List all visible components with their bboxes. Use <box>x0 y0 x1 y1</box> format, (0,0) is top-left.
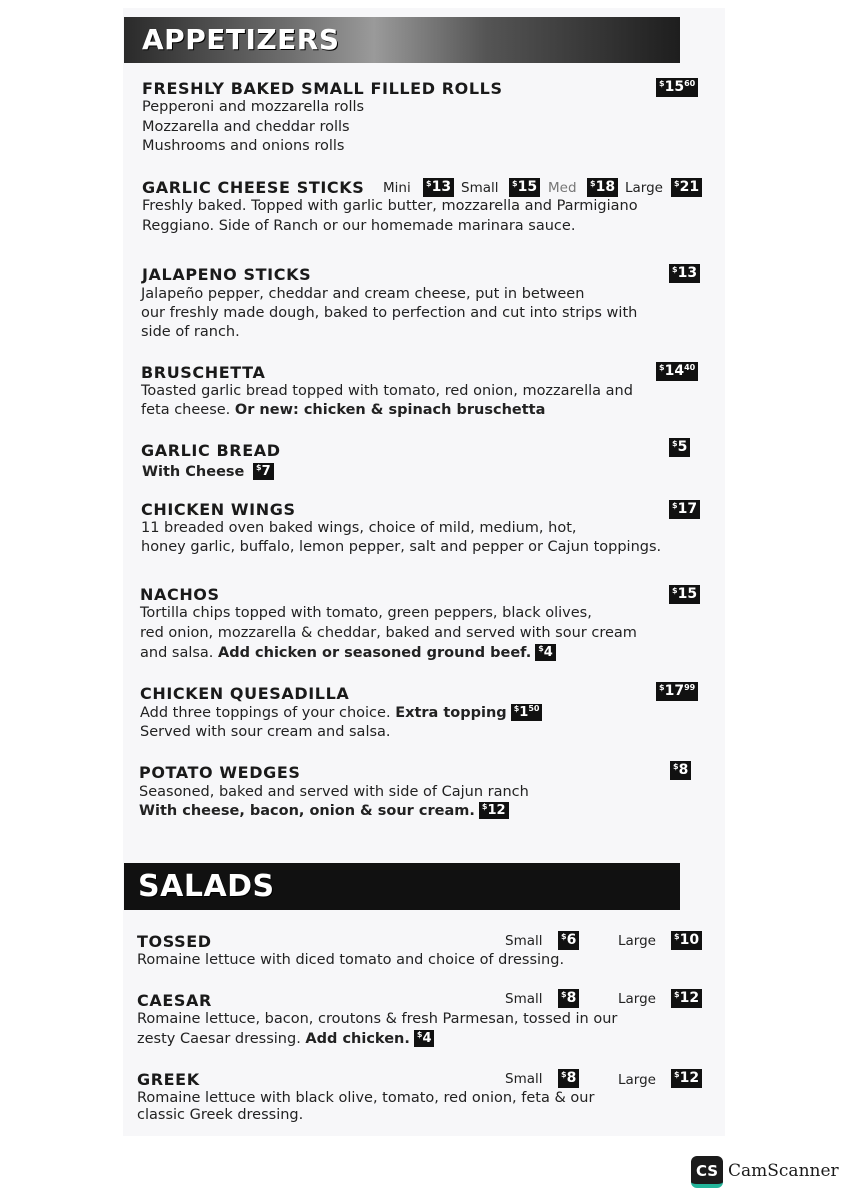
item-name: CAESAR <box>137 991 212 1010</box>
item-description: Toasted garlic bread topped with tomato, red onion, mozzarella and <box>141 383 633 399</box>
item-description: side of ranch. <box>141 324 240 340</box>
price-tag: $^{\$}17^{99}$ <box>656 682 698 701</box>
price-tag: $^{\$}14^{40}$ <box>656 362 698 381</box>
item-description: honey garlic, buffalo, lemon pepper, salt and pepper or Cajun toppings. <box>141 539 662 555</box>
item-description: Served with sour cream and salsa. <box>140 724 391 740</box>
item-name: POTATO WEDGES <box>139 763 301 782</box>
item-description: feta cheese. Or new: chicken & spinach bruschetta <box>141 402 546 418</box>
price-tag: $21 <box>671 178 702 197</box>
price-tag: $18 <box>587 178 618 197</box>
item-description: our freshly made dough, baked to perfection and cut into strips with <box>141 305 638 321</box>
item-description: Mushrooms and onions rolls <box>142 138 345 154</box>
item-name: FRESHLY BAKED SMALL FILLED ROLLS <box>142 79 503 98</box>
item-description: zesty Caesar dressing. Add chicken. $4 <box>137 1030 434 1050</box>
item-description: Romaine lettuce with black olive, tomato, red onion, feta & our <box>137 1090 595 1106</box>
size-label: Large <box>618 933 656 949</box>
item-name: BRUSCHETTA <box>141 363 266 382</box>
item-description: and salsa. Add chicken or seasoned ground beef. $4 <box>140 644 556 664</box>
size-label: Small <box>505 933 543 949</box>
price-tag: $15 <box>669 585 700 604</box>
price-tag: $4 <box>535 644 556 661</box>
item-description: Romaine lettuce with diced tomato and choice of dressing. <box>137 952 565 968</box>
size-label: Large <box>618 991 656 1007</box>
item-description: Pepperoni and mozzarella rolls <box>142 99 365 115</box>
item-description: With Cheese $7 <box>142 463 274 483</box>
item-description: red onion, mozzarella & cheddar, baked and served with sour cream <box>140 625 637 641</box>
price-tag: $17 <box>669 500 700 519</box>
item-name: CHICKEN WINGS <box>141 500 296 519</box>
price-tag: $10 <box>671 931 702 950</box>
item-description: Freshly baked. Topped with garlic butter, mozzarella and Parmigiano <box>142 198 638 214</box>
item-description: Add three toppings of your choice. Extra topping $^{\$}1^{50}$ <box>140 704 542 724</box>
item-name: GARLIC BREAD <box>141 441 281 460</box>
salads-header: SALADS <box>124 863 680 910</box>
price-tag: $13 <box>423 178 454 197</box>
size-label: Large <box>618 1072 656 1088</box>
size-label: Small <box>505 1071 543 1087</box>
price-tag: $8 <box>558 1069 579 1088</box>
item-name: JALAPENO STICKS <box>142 265 312 284</box>
item-description: Romaine lettuce, bacon, croutons & fresh Parmesan, tossed in our <box>137 1011 618 1027</box>
price-tag: $5 <box>669 438 690 457</box>
item-description: Jalapeño pepper, cheddar and cream cheese, put in between <box>141 286 585 302</box>
price-tag: $7 <box>253 463 274 480</box>
price-tag: $6 <box>558 931 579 950</box>
price-tag: $15 <box>509 178 540 197</box>
item-description: classic Greek dressing. <box>137 1107 304 1123</box>
price-tag: $^{\$}15^{60}$ <box>656 78 698 97</box>
price-tag: $12 <box>479 802 509 819</box>
size-label: Small <box>505 991 543 1007</box>
item-description: Seasoned, baked and served with side of Cajun ranch <box>139 784 529 800</box>
item-description: Tortilla chips topped with tomato, green peppers, black olives, <box>140 605 592 621</box>
item-description: 11 breaded oven baked wings, choice of mild, medium, hot, <box>141 520 577 536</box>
price-tag: $4 <box>414 1030 435 1047</box>
item-description: Reggiano. Side of Ranch or our homemade marinara sauce. <box>142 218 576 234</box>
item-description: Mozzarella and cheddar rolls <box>142 119 350 135</box>
price-tag: $8 <box>558 989 579 1008</box>
price-tag: $8 <box>670 761 691 780</box>
appetizers-header: APPETIZERS <box>124 17 680 63</box>
camscanner-logo-icon: CS <box>691 1156 723 1188</box>
item-name: GARLIC CHEESE STICKS <box>142 178 365 197</box>
price-tag: $12 <box>671 1069 702 1088</box>
size-label: Med <box>548 180 577 196</box>
size-label: Small <box>461 180 499 196</box>
camscanner-watermark: CamScanner <box>728 1161 839 1181</box>
price-tag: $12 <box>671 989 702 1008</box>
price-tag: $13 <box>669 264 700 283</box>
price-tag: $^{\$}1^{50}$ <box>511 704 543 721</box>
size-label: Mini <box>383 180 411 196</box>
item-name: GREEK <box>137 1070 200 1089</box>
item-description: With cheese, bacon, onion & sour cream. $12 <box>139 802 509 822</box>
item-name: CHICKEN QUESADILLA <box>140 684 350 703</box>
size-label: Large <box>625 180 663 196</box>
item-name: TOSSED <box>137 932 212 951</box>
item-name: NACHOS <box>140 585 220 604</box>
